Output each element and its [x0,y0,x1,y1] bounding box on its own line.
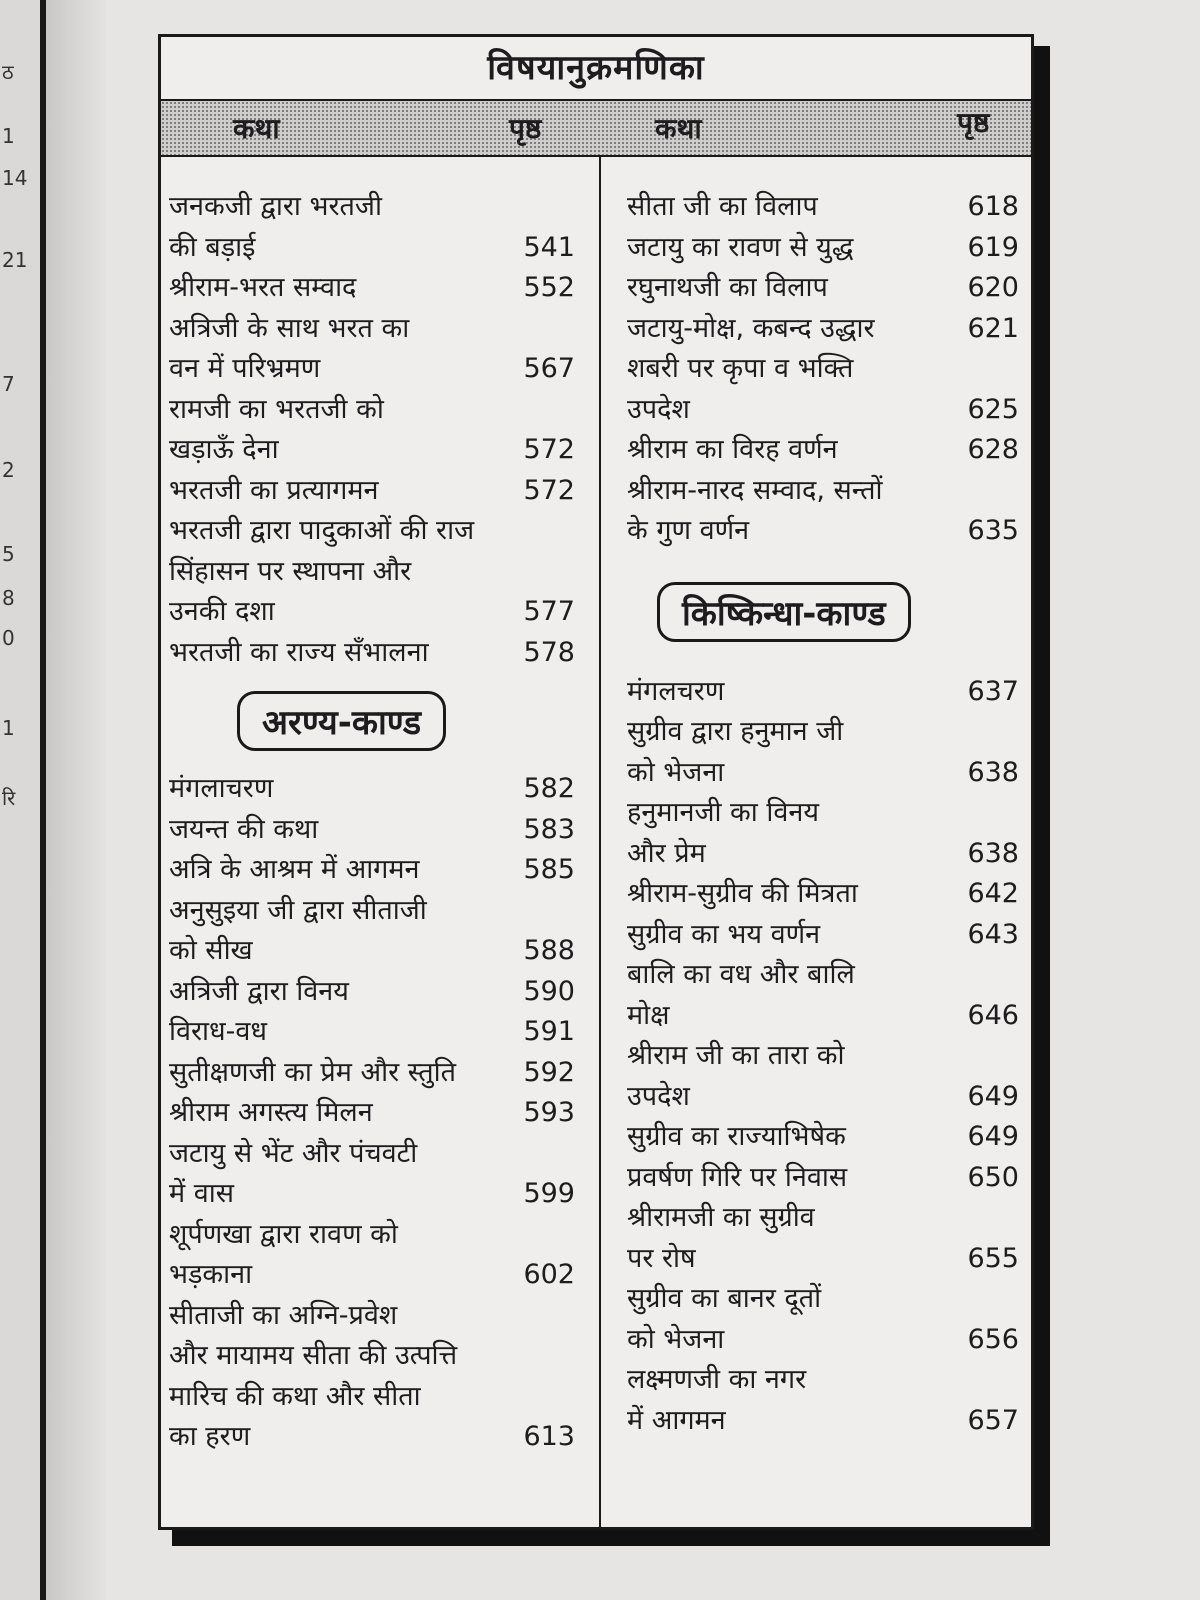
toc-entry [619,753,1019,794]
toc-entry [161,850,597,891]
toc-entry [161,1012,597,1053]
entry-title: अनुसुइया जी द्वारा सीताजी [169,894,427,926]
toc-entry [619,228,1019,269]
facing-page-fragment: 1 [2,124,15,148]
entry-title: के गुण वर्णन [627,515,750,546]
entry-title: अत्रिजी द्वारा विनय [169,975,349,1007]
entry-page-number: 588 [523,935,575,966]
entry-page-number: 619 [967,231,1019,263]
toc-entry [619,1239,1019,1280]
toc-entry [619,712,1019,753]
entry-title: सुग्रीव का भय वर्णन [627,918,821,950]
entry-page-number: 637 [967,675,1019,707]
toc-entry [619,793,1019,834]
toc-entry [161,1296,597,1337]
entry-page-number: 599 [523,1178,575,1209]
entry-title: मारिच की कथा और सीता [169,1380,421,1412]
entry-title: हनुमानजी का विनय [627,797,820,828]
toc-entry [619,955,1019,996]
entry-title: को सीख [169,935,253,966]
toc-entry [619,915,1019,956]
toc-entry [161,1377,597,1418]
entry-title: में आगमन [627,1404,726,1436]
toc-entry [161,349,597,390]
entry-title: की बड़ाई [169,231,256,263]
entry-page-number: 591 [523,1016,575,1047]
entry-page-number: 649 [967,1121,1019,1152]
entry-title: मंगलाचरण [169,773,274,804]
entry-page-number: 572 [523,434,575,465]
toc-entry [619,309,1019,350]
toc-entry [161,471,597,512]
story-header-left: कथा [233,112,280,145]
toc-entry [161,592,597,633]
column-divider [599,155,601,1527]
entry-title: भरतजी द्वारा पादुकाओं की राज [169,515,475,546]
toc-entry [161,187,597,228]
entry-title: में वास [169,1178,234,1209]
entry-title: जटायु से भेंट और पंचवटी [169,1137,418,1169]
entry-page-number: 643 [967,918,1019,950]
facing-page-fragment: 0 [2,626,15,650]
toc-entry [619,1401,1019,1442]
entry-title: सुग्रीव का बानर दूतों [627,1283,822,1314]
column-header-bar [161,99,1031,157]
entry-title: रघुनाथजी का विलाप [627,272,828,303]
toc-entry [161,1215,597,1256]
entry-title: रामजी का भरतजी को [169,393,384,425]
facing-page-fragment: 5 [2,542,15,566]
toc-entry [161,268,597,309]
toc-entry [619,834,1019,875]
toc-entry [161,633,597,674]
entry-page-number: 638 [967,756,1019,788]
toc-entry [161,309,597,350]
entry-title: और प्रेम [627,837,706,869]
entry-title: विराध-वध [169,1016,268,1047]
page-gutter [46,0,106,1600]
toc-entry [619,390,1019,431]
entry-title: को भेजना [627,756,725,788]
entry-page-number: 656 [967,1323,1019,1355]
entry-page-number: 646 [967,999,1019,1031]
toc-entry [161,1255,597,1296]
entry-page-number: 642 [967,878,1019,909]
entry-page-number: 628 [967,434,1019,465]
entry-title: और मायामय सीता की उत्पत्ति [169,1340,458,1371]
entry-page-number: 593 [523,1097,575,1128]
toc-entry [619,874,1019,915]
entry-title: जटायु-मोक्ष, कबन्द उद्धार [627,312,875,344]
toc-entry [619,187,1019,228]
toc-entry [161,1336,597,1377]
facing-page-fragment: रि [2,786,16,810]
entry-title: शूर्पणखा द्वारा रावण को [169,1218,398,1250]
toc-entry [619,1036,1019,1077]
facing-page-fragment: ठ [2,60,14,84]
entry-title: श्रीराम-सुग्रीव की मित्रता [627,878,858,909]
facing-page-fragment: 21 [2,248,28,272]
entry-title: उपदेश [627,393,690,425]
contents-box [158,34,1034,1530]
entry-title: श्रीराम-भरत सम्वाद [169,272,357,303]
entry-page-number: 592 [523,1056,575,1088]
facing-page-fragment: 1 [2,716,15,740]
facing-page-fragment: 8 [2,586,15,610]
toc-entry [619,268,1019,309]
entry-title: सुग्रीव का राज्याभिषेक [627,1121,846,1152]
toc-entry [161,810,597,851]
page-header-right: पृष्ठ [957,106,990,139]
toc-entry [161,552,597,593]
entry-page-number: 613 [523,1421,575,1452]
entry-title: श्रीराम-नारद सम्वाद, सन्तों [627,474,883,506]
entry-title: सिंहासन पर स्थापना और [169,555,412,587]
entry-page-number: 657 [967,1404,1019,1436]
entry-page-number: 582 [523,773,575,804]
toc-entry [161,931,597,972]
page-title: विषयानुक्रमणिका [487,48,705,88]
entry-title: अत्रिजी के साथ भरत का [169,312,410,344]
entry-title: सुतीक्षणजी का प्रेम और स्तुति [169,1056,457,1088]
entry-page-number: 583 [523,813,575,845]
entry-page-number: 638 [967,837,1019,869]
page-header-left: पृष्ठ [509,112,542,145]
toc-entry [161,1053,597,1094]
aranya-kanda-heading: अरण्य-काण्ड [237,691,446,751]
entry-page-number: 655 [967,1242,1019,1274]
entry-page-number: 625 [967,393,1019,425]
toc-entry [161,1093,597,1134]
toc-entry [161,1134,597,1175]
entry-title: भरतजी का राज्य सँभालना [169,636,429,668]
facing-page-fragment: 7 [2,372,15,396]
entry-title: जटायु का रावण से युद्ध [627,231,854,263]
entry-page-number: 567 [523,353,575,384]
aranya-heading-wrap [161,673,597,769]
toc-entry [619,1158,1019,1199]
entry-page-number: 650 [967,1161,1019,1193]
toc-entry [161,769,597,810]
kishkindha-kanda-heading: किष्किन्धा-काण्ड [657,582,911,642]
entry-page-number: 635 [967,515,1019,546]
entry-title: श्रीरामजी का सुग्रीव [627,1202,815,1233]
toc-entry [619,511,1019,552]
entry-page-number: 578 [523,636,575,668]
toc-entry [619,471,1019,512]
entry-title: प्रवर्षण गिरि पर निवास [627,1161,848,1193]
entry-page-number: 552 [523,272,575,303]
toc-entry [619,349,1019,390]
toc-entry [161,430,597,471]
entry-page-number: 572 [523,474,575,506]
toc-entry [619,1077,1019,1118]
entry-title: सुग्रीव द्वारा हनुमान जी [627,716,844,747]
entry-title: उपदेश [627,1080,690,1112]
entry-page-number: 620 [967,272,1019,303]
entry-title: श्रीराम अगस्त्य मिलन [169,1097,373,1128]
toc-entry [161,511,597,552]
entry-title: श्रीराम जी का तारा को [627,1040,845,1071]
right-column [619,187,1019,1441]
toc-entry [619,1117,1019,1158]
toc-entry [619,1360,1019,1401]
entry-title: जयन्त की कथा [169,813,319,845]
entry-page-number: 649 [967,1080,1019,1112]
facing-page-fragment: 14 [2,166,28,190]
toc-entry [161,1417,597,1458]
facing-page-edge [0,0,46,1600]
facing-page-fragment: 2 [2,458,15,482]
entry-title: वन में परिभ्रमण [169,353,321,384]
entry-title: का हरण [169,1421,251,1452]
entry-title: भड़काना [169,1259,253,1290]
entry-title: खड़ाऊँ देना [169,434,279,465]
toc-entry [161,228,597,269]
entry-title: शबरी पर कृपा व भक्ति [627,353,854,384]
toc-entry [619,1198,1019,1239]
entry-page-number: 585 [523,854,575,885]
entry-title: मंगलचरण [627,675,725,707]
entry-title: पर रोष [627,1242,696,1274]
entry-title: मोक्ष [627,999,670,1031]
entry-title: उनकी दशा [169,596,275,627]
toc-entry [161,1174,597,1215]
entry-title: जनकजी द्वारा भरतजी [169,191,382,222]
entry-page-number: 577 [523,596,575,627]
entry-page-number: 618 [967,191,1019,222]
toc-entry [619,430,1019,471]
toc-entry [619,1279,1019,1320]
entry-title: सीता जी का विलाप [627,191,818,222]
entry-page-number: 602 [523,1259,575,1290]
toc-entry [161,891,597,932]
toc-entry [619,1320,1019,1361]
entry-title: बालि का वध और बालि [627,959,855,990]
kishkindha-heading-wrap [619,552,1019,672]
toc-entry [619,996,1019,1037]
entry-page-number: 590 [523,975,575,1007]
left-column [161,187,597,1458]
entry-title: लक्ष्मणजी का नगर [627,1364,807,1395]
toc-entry [161,972,597,1013]
entry-title: भरतजी का प्रत्यागमन [169,474,379,506]
entry-title: सीताजी का अग्नि-प्रवेश [169,1299,398,1331]
entry-page-number: 541 [523,231,575,263]
toc-entry [161,390,597,431]
toc-entry [619,672,1019,713]
story-header-right: कथा [655,112,702,145]
entry-page-number: 621 [967,312,1019,344]
entry-title: श्रीराम का विरह वर्णन [627,434,838,465]
entry-title: अत्रि के आश्रम में आगमन [169,854,420,885]
entry-title: को भेजना [627,1323,725,1355]
